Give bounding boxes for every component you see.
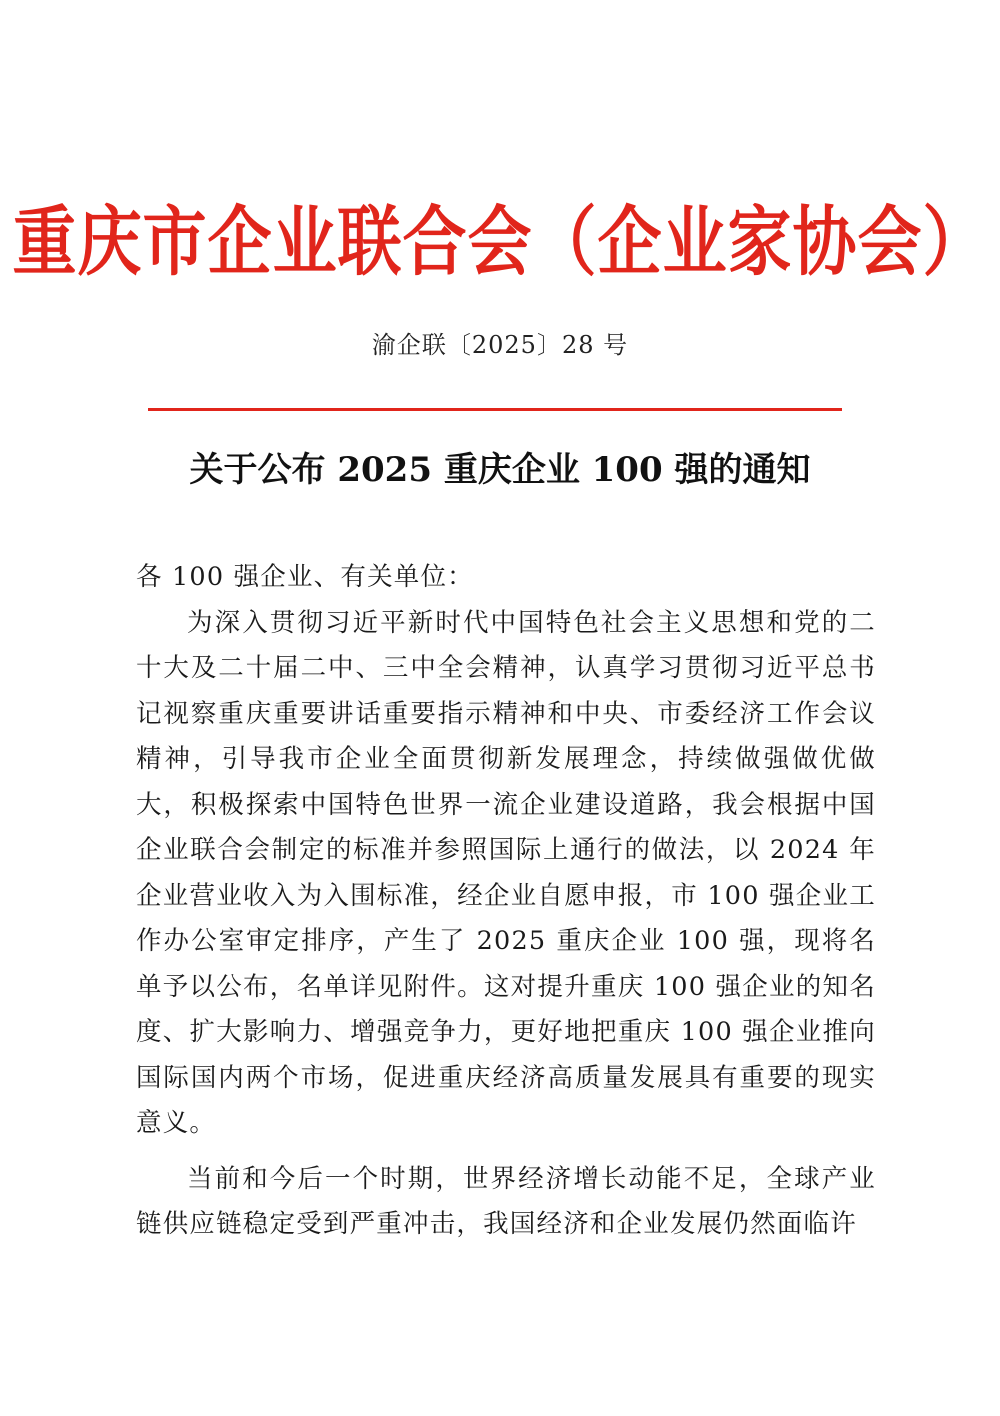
red-divider-line [148, 408, 842, 411]
document-body [136, 555, 876, 1248]
document-title: 关于公布 2025 重庆企业 100 强的通知 [189, 450, 811, 490]
organization-header: 重庆市企业联合会（企业家协会） [12, 198, 988, 287]
body-paragraph-1: 为深入贯彻习近平新时代中国特色社会主义思想和党的二十大及二十届二中、三中全会精神，认真学习贯彻习近平总书记视察重庆重要讲话重要指示精神和中央、市委经济工作会议精神，引导我市企业全面贯彻新发展理念，持续做强做优做大，积极探索中国特色世界一流企业建设道路，我会根据中国企业联合会制定的标准并参照国际上通行的做法，以 2024 年企业营业收入为入围标准，经企业自愿申报，市 100 强企业工作办公室审定排序，产生了 2025 重庆企业 100 强，现将名单予以公布，名单详见附件。这对提升重庆 100 强企业的知名度、扩大影响力、增强竞争力，更好地把重庆 100 强企业推向国际国内两个市场，促进重庆经济高质量发展具有重要的现实意义。 [136, 607, 876, 1138]
salutation: 各 100 强企业、有关单位： [136, 562, 474, 592]
document-number: 渝企联〔2025〕28 号 [371, 331, 629, 359]
body-paragraph-2: 当前和今后一个时期，世界经济增长动能不足，全球产业链供应链稳定受到严重冲击，我国经济和企业发展仍然面临许 [136, 1163, 876, 1239]
